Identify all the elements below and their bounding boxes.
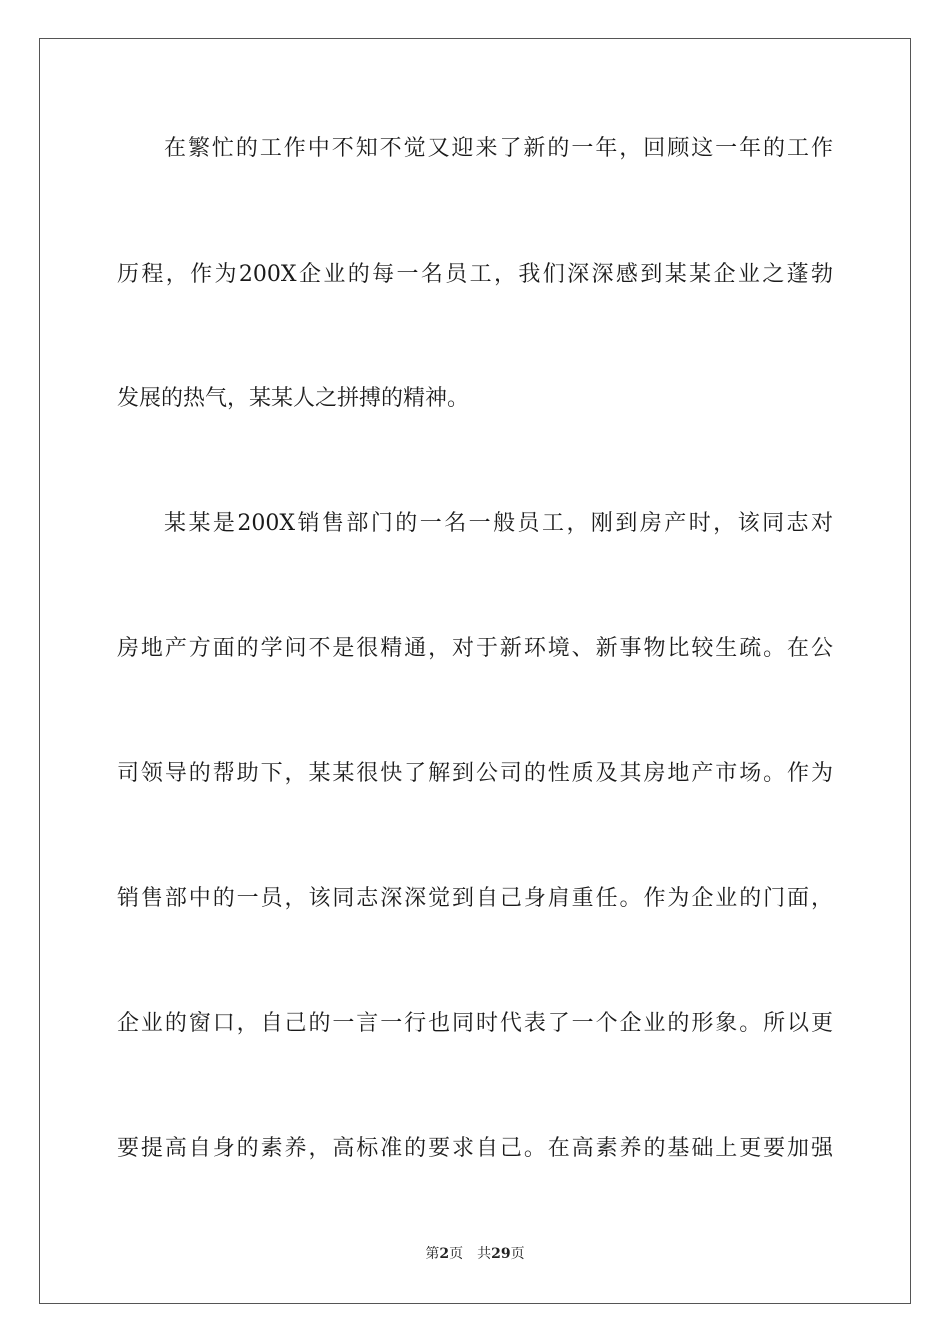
page-number: 2 bbox=[439, 1246, 450, 1262]
paragraph-2-line-1: 某某是200X销售部门的一名一般员工，刚到房产时，该同志对 bbox=[164, 511, 833, 536]
total-suffix: 页 bbox=[510, 1246, 525, 1262]
page-prefix: 第 bbox=[425, 1246, 440, 1262]
total-prefix: 共 bbox=[477, 1246, 492, 1262]
paragraph-1-line-3: 发展的热气，某某人之拼搏的精神。 bbox=[117, 386, 470, 411]
paragraph-2-line-6: 要提高自身的素养，高标准的要求自己。在高素养的基础上更要加强 bbox=[117, 1136, 833, 1161]
paragraph-2-line-2: 房地产方面的学问不是很精通，对于新环境、新事物比较生疏。在公 bbox=[117, 636, 833, 661]
paragraph-2-line-3: 司领导的帮助下，某某很快了解到公司的性质及其房地产市场。作为 bbox=[117, 761, 833, 786]
paragraph-1-line-2: 历程，作为200X企业的每一名员工，我们深深感到某某企业之蓬勃 bbox=[117, 262, 833, 287]
paragraph-2-line-5: 企业的窗口，自己的一言一行也同时代表了一个企业的形象。所以更 bbox=[117, 1011, 833, 1036]
page-border bbox=[39, 38, 911, 1304]
page-suffix: 页 bbox=[449, 1246, 464, 1262]
page-total: 29 bbox=[491, 1246, 511, 1262]
page-footer bbox=[0, 1245, 950, 1263]
paragraph-1-line-1: 在繁忙的工作中不知不觉又迎来了新的一年，回顾这一年的工作 bbox=[164, 136, 833, 161]
paragraph-2-line-4: 销售部中的一员，该同志深深觉到自己身肩重任。作为企业的门面， bbox=[117, 886, 833, 911]
